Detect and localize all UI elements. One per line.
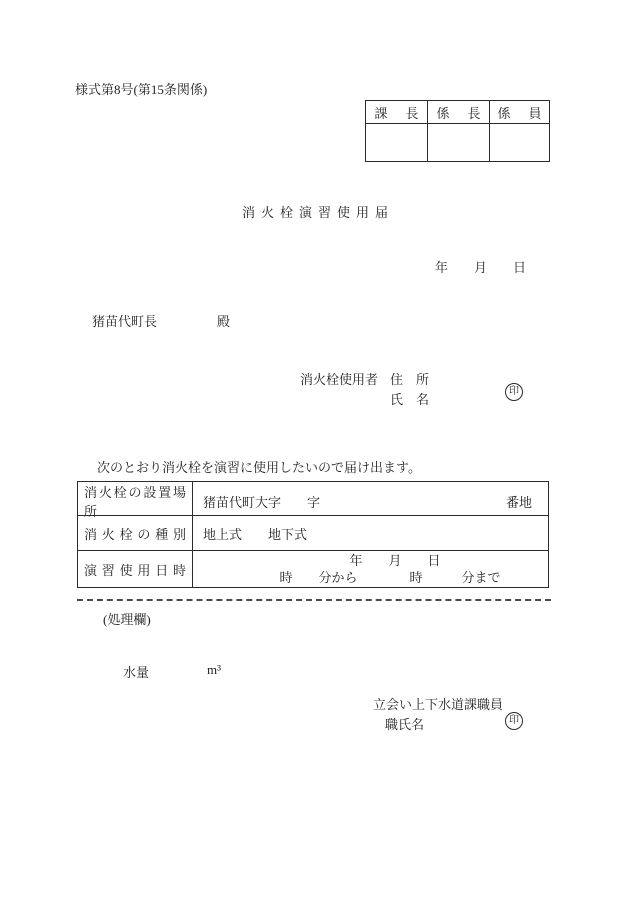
- staff-name-label: 職氏名: [385, 717, 425, 732]
- statement-text: 次のとおり消火栓を演習に使用したいので届け出ます。: [97, 460, 421, 475]
- water-volume-unit: m³: [207, 662, 222, 677]
- addressee-honorific: 殿: [217, 314, 231, 329]
- address-label: 住 所: [390, 372, 430, 387]
- location-label: 消火栓の設置場所: [84, 485, 186, 519]
- datetime-time-line: 時 分から 時 分まで: [279, 570, 501, 585]
- approval-header-kakariin: 係員: [490, 101, 550, 124]
- approval-header-kacho: 課長: [366, 101, 428, 124]
- table-row-datetime: [78, 550, 548, 587]
- type-options: 地上式 地下式: [203, 526, 308, 542]
- datetime-label: 演習使用日時: [84, 562, 186, 578]
- document-title: 消火栓演習使用届: [241, 205, 394, 220]
- approval-stamp-cell-kakaricho: [428, 124, 490, 162]
- processing-section-label: (処理欄): [103, 612, 151, 627]
- type-value-cell: [193, 516, 548, 550]
- form-number: 様式第8号(第15条関係): [75, 82, 208, 97]
- location-value-cell: [193, 482, 548, 520]
- datetime-label-cell: [78, 551, 193, 587]
- approval-stamp-row: [366, 124, 550, 162]
- addressee-line: [92, 311, 230, 330]
- name-label: 氏 名: [390, 392, 430, 407]
- type-label-cell: [78, 516, 193, 550]
- witness-staff-title: 立会い上下水道課職員: [373, 697, 504, 712]
- location-label-cell: [78, 482, 193, 520]
- datetime-value-cell: [193, 551, 548, 587]
- table-row-location: [78, 482, 548, 519]
- approval-header-row: [366, 101, 550, 124]
- hydrant-user-label: 消火栓使用者: [300, 372, 379, 387]
- usage-details-table: [77, 481, 549, 588]
- date-line: 年 月 日: [435, 260, 527, 275]
- table-row-type: [78, 515, 548, 550]
- type-label: 消火栓の種別: [84, 526, 186, 542]
- applicant-seal-mark: 印: [505, 383, 523, 401]
- dashed-separator: [77, 599, 551, 601]
- location-address-template: 猪苗代町大字 字: [203, 494, 321, 510]
- staff-seal-mark: 印: [505, 712, 523, 730]
- datetime-date-line: 年 月 日: [349, 553, 441, 568]
- location-banchi-label: 番地: [505, 494, 532, 510]
- water-volume-label: 水量: [123, 665, 150, 680]
- approval-table: [365, 100, 550, 162]
- approval-stamp-cell-kacho: [366, 124, 428, 162]
- approval-header-kakaricho: 係長: [428, 101, 490, 124]
- addressee-name: 猪苗代町長: [92, 314, 158, 329]
- approval-stamp-cell-kakariin: [490, 124, 550, 162]
